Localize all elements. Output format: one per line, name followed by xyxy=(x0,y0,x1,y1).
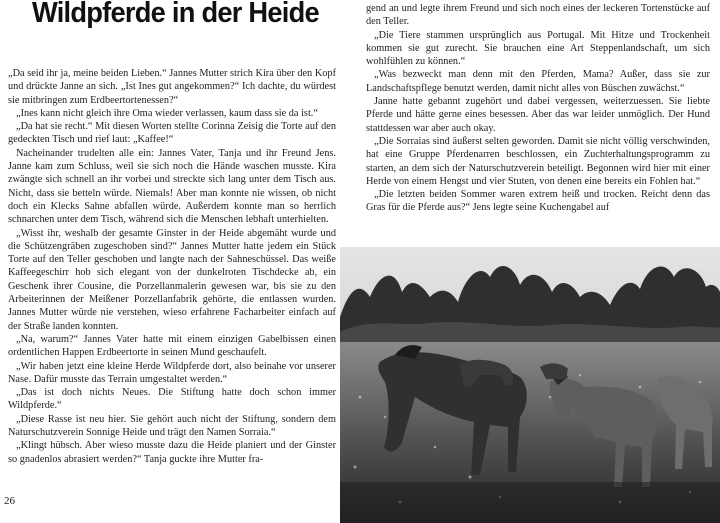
left-text-column xyxy=(8,67,336,466)
paragraph: „Da seid ihr ja, meine beiden Lieben.“ Jannes Mutter strich Kira über den Kopf und drückte Janne an sich. „Ist Ines gut angekommen?“ Ich dachte, du würdest sie mitbringen zum Erdbeertortenessen?“ xyxy=(8,68,336,106)
paragraph: „Ines kann nicht gleich ihre Oma wieder verlassen, kaum dass sie da ist.“ xyxy=(16,107,318,119)
paragraph: „Was bezweckt man denn mit den Pferden, Mama? Außer, dass sie zur Landschaftspflege benutzt werden, damit nicht alles von Büschen zuwächst.“ xyxy=(366,69,710,94)
paragraph: „Wisst ihr, weshalb der gesamte Ginster in der Heide abgemäht wurde und die Schützengräben zugeschoben sind?“ Jannes Mutter hatte jedem ein Stück Torte auf den Teller geschoben und langte nach der Sahneschüssel. Das weiße Kaffeegeschirr hob sich elegant von der dunkelroten Tischdecke ab, ein Geschenk ihrer Cousine, die Porzellanmalerin gewesen war, bis sie zu den Arbeiterinnen der Meißener Porzellanfabrik gehörte, die entlassen wurden. Jannes Mutter würde nie verstehen, wieso erfahrene Facharbeiter einfach auf der Straße landen konnten. xyxy=(8,227,336,332)
paragraph: „Die letzten beiden Sommer waren extrem heiß und trocken. Reicht denn das Gras für die Pferde aus?“ Jens legte seine Kuchengabel auf xyxy=(366,189,710,214)
chapter-heading: Wildpferde in der Heide xyxy=(32,0,319,29)
paragraph: „Die Tiere stammen ursprünglich aus Portugal. Mit Hitze und Trockenheit kommen sie gut zurecht. Sie brauchen eine Art Steppenlandschaft, um sich wohlfühlen zu können.“ xyxy=(366,29,710,68)
paragraph: „Da hat sie recht.“ Mit diesen Worten stellte Corinna Zeisig die Torte auf den gedeckten Tisch und rief laut: „Kaffee!“ xyxy=(8,121,336,146)
paragraph: „Wir haben jetzt eine kleine Herde Wildpferde dort, also beinahe vor unserer Nase. Dafür musste das Terrain umgestaltet werden.“ xyxy=(8,360,336,385)
right-text-column xyxy=(366,2,710,215)
paragraph: „Na, warum?“ Jannes Vater hatte mit einem einzigen Gabelbissen einen ordentlichen Happen Erdbeertorte in seinen Mund geschaufelt. xyxy=(8,333,336,359)
paragraph: Nacheinander trudelten alle ein: Jannes Vater, Tanja und ihr Freund Jens. Janne kam zum Schluss, weil sie sich noch die Hände waschen musste. Kira zwängte sich schnell an ihr vorbei und streckte sich lang unter dem Tisch aus. Nicht, dass sie betteln würde. Niemals! Aber man konnte nie wissen, ob nicht doch ein Klecks Sahne abfallen würde. Außerdem konnte man so herrlich schnarchen unter dem Tisch, während sich die Menschen lebhaft unterhielten. xyxy=(8,147,336,226)
paragraph: „Die Sorraias sind äußerst selten geworden. Damit sie nicht völlig verschwinden, hat eine Gruppe Pferdenarren beschlossen, ein Zuchterhaltungsprogramm zu starten, an dem sich der Naturschutzverein beteiligt. Begonnen wird hier mit einer Herde von einem Hengst und vier Stuten, von denen eine bereits ein Fohlen hat.“ xyxy=(366,135,710,187)
foreground-grass xyxy=(340,482,720,523)
horses-photo xyxy=(340,247,720,523)
page-number: 26 xyxy=(4,495,15,507)
paragraph: „Das ist doch nichts Neues. Die Stiftung hatte doch schon immer Wildpferde.“ xyxy=(8,387,336,412)
paragraph: „Diese Rasse ist neu hier. Sie gehört auch nicht der Stiftung, sondern dem Naturschutzverein Sonnige Heide und trägt den Namen Sorraia.“ xyxy=(8,413,336,439)
paragraph: Janne hatte gebannt zugehört und dabei vergessen, weiterzuessen. Sie liebte Pferde und hätte gerne eines besessen. Aber das war leider unmöglich. Der Hund stattdessen war aber auch okay. xyxy=(366,96,710,134)
paragraph: gend an und legte ihrem Freund und sich noch eines der leckeren Tortenstücke auf den Teller. xyxy=(366,3,710,28)
paragraph: „Klingt hübsch. Aber wieso musste dazu die Heide planiert und der Ginster so gnadenlos abrasiert werden?“ Tanja guckte ihre Mutter fra- xyxy=(8,440,336,465)
